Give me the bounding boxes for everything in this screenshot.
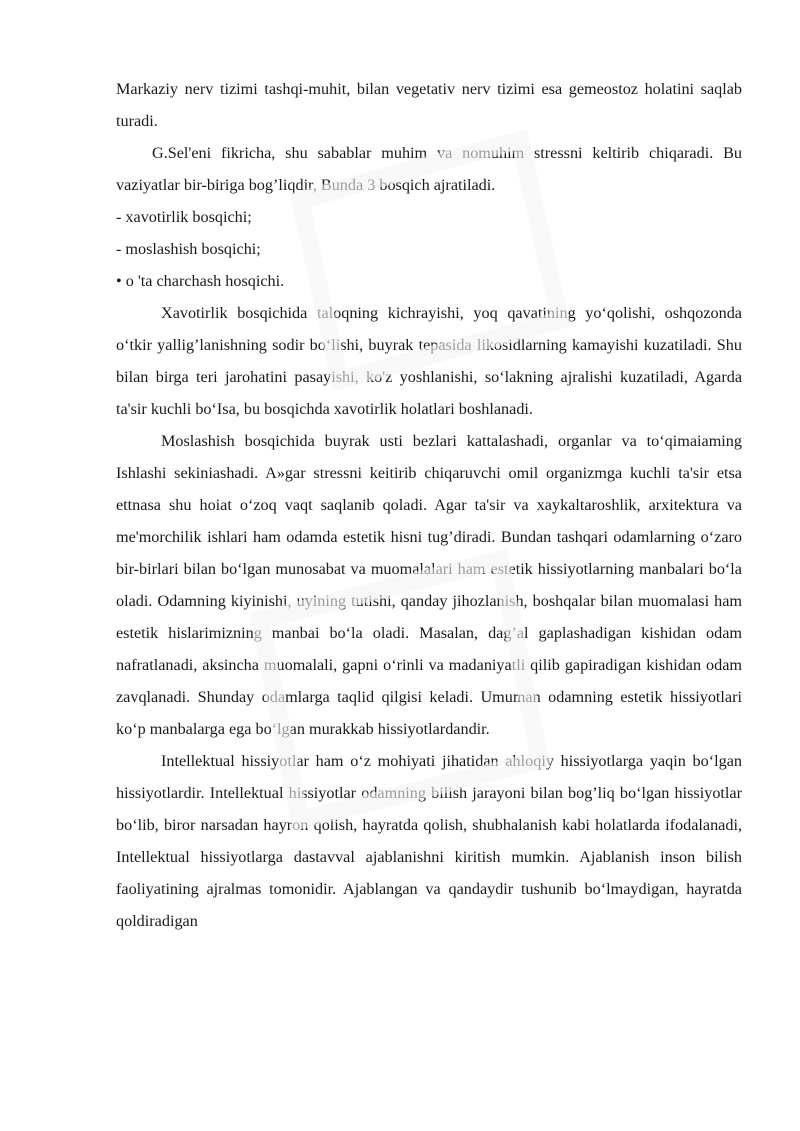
paragraph-intellectual-feelings: Intellektual hissiyotlar ham o‘z mohiyati jihatidan ahloqiy hissiyotlarga yaqin bo‘lgan hissiyotlardir. Intellektual hissiyotlar odamning bilish jarayoni bilan bog’liq bo‘lgan hissiyotlar bo‘lib, biror narsadan hayron qolish, hayratda qolish, shubhalanish kabi holatlarda ifodalanadi, Intellektual hissiyotlarga dastavval ajablanishni kiritish mumkin. Ajablanish inson bilish faoliyatining ajralmas tomonidir. Ajablangan va qandaydir tushunib bo‘lmaydigan, hayratda qoldiradigan: [116, 752, 742, 930]
list-item-stage-1: - xavotirlik bosqichi;: [116, 208, 252, 226]
list-item-stage-3: • o 'ta charchash hosqichi.: [116, 272, 285, 290]
paragraph-selye: G.Sel'eni fikricha, shu sabablar muhim va nomuhim stressni keltirib chiqaradi. Bu vaziyatlar bir-biriga bog’liqdir, Bunda 3 bosqich ajratiladi.: [116, 144, 742, 194]
paragraph-adaptation-stage: Moslashish bosqichida buyrak usti bezlari kattalashadi, organlar va to‘qimaiaming Ishlashi sekiniashadi. A»gar stressni keitirib chiqaruvchi omil organizmga kuchli ta'sir etsa ettnasa shu hoiat o‘zoq vaqt saqlanib qoladi. Agar ta'sir va xaykaltaroshlik, arxitektura va me'morchilik ishlari ham odamda estetik hisni tug’diradi. Bundan tashqari odamlarning o‘zaro bir-birlari bilan bo‘lgan munosabat va muomalalari ham estetik hissiyotlarning manbalari bo‘la oladi. Odamning kiyinishi, uyining tutishi, qanday jihozlanish, boshqalar bilan muomalasi ham estetik hislarimizning manbai bo‘la oladi. Masalan, dag’al gaplashadigan kishidan odam nafratlanadi, aksincha muomalali, gapni o‘rinli va madaniyatli qilib gapiradigan kishidan odam zavqlanadi. Shunday odamlarga taqlid qilgisi keladi. Umuman odamning estetik hissiyotlari ko‘p manbalarga ega bo‘lgan murakkab hissiyotlardandir.: [116, 432, 742, 738]
paragraph-anxiety-stage: Xavotirlik bosqichida taloqning kichrayishi, yoq qavatining yo‘qolishi, oshqozonda o‘tkir yallig’lanishning sodir bo‘lishi, buyrak tepasida likosidlarning kamayishi kuzatiladi. Shu bilan birga teri jarohatini pasayishi, ko'z yoshlanishi, so‘lakning ajralishi kuzatiladi, Agarda ta'sir kuchli bo‘Isa, bu bosqichda xavotirlik holatlari boshlanadi.: [116, 304, 742, 418]
paragraph-intro: Markaziy nerv tizimi tashqi-muhit, bilan vegetativ nerv tizimi esa gemeostoz holatini saqlab turadi.: [116, 80, 742, 130]
document-page: [116, 73, 742, 937]
list-item-stage-2: - moslashish bosqichi;: [116, 240, 261, 258]
